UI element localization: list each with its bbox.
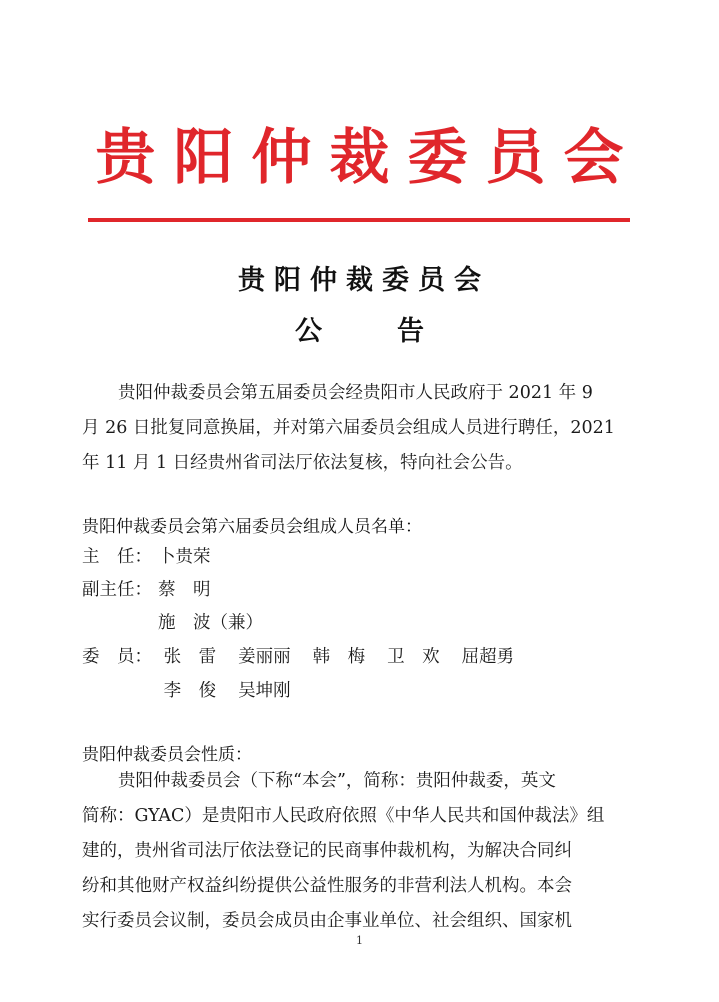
intro-paragraph [82,376,634,481]
nature-heading: 贵阳仲裁委员会性质： [82,745,252,765]
deputy-name: 蔡 明 [158,580,211,600]
nature-line-1: 贵阳仲裁委员会（下称“本会”，简称：贵阳仲裁委，英文 [118,771,556,791]
director-role-label: 主 任： [82,547,152,567]
roster-member-row-2 [82,677,313,702]
nature-line-2: 简称：GYAC）是贵阳市人民政府依照《中华人民共和国仲裁法》组 [82,806,605,826]
roster-deputy-row-2 [82,609,285,634]
masthead-title: 贵阳仲裁委员会 [95,123,642,193]
roster-heading: 贵阳仲裁委员会第六届委员会组成人员名单： [82,517,422,537]
document-subtitle: 公 告 [295,316,448,347]
director-name: 卜贵荣 [158,547,211,567]
deputy-role-label: 副主任： [82,580,152,600]
page-number: 1 [356,934,363,947]
intro-line-1: 贵阳仲裁委员会第五届委员会经贵阳市人民政府于 2021 年 9 [118,383,593,403]
document-title: 贵阳仲裁委员会 [238,265,490,296]
member-name: 吴坤刚 [238,681,291,701]
member-name: 屈超勇 [461,647,515,667]
roster-director-row [82,543,233,568]
roster-member-row [82,643,536,668]
nature-line-3: 建的，贵州省司法厅依法登记的民商事仲裁机构，为解决合同纠 [82,841,572,861]
member-name: 张 雷 [163,647,217,667]
intro-line-3: 年 11 月 1 日经贵州省司法厅依法复核，特向社会公告。 [82,453,523,473]
intro-line-2: 月 26 日批复同意换届，并对第六届委员会组成人员进行聘任，2021 [82,418,615,438]
deputy-name: 施 波（兼） [158,613,263,633]
member-name: 卫 欢 [387,647,440,667]
member-name: 姜丽丽 [238,647,291,667]
nature-line-5: 实行委员会议制，委员会成员由企事业单位、社会组织、国家机 [82,911,572,931]
roster-deputy-row [82,576,233,601]
member-name: 李 俊 [163,681,217,701]
member-name: 韩 梅 [312,647,366,667]
masthead-red-rule [88,218,630,222]
nature-paragraph [82,764,634,939]
member-role-label: 委 员： [82,647,152,667]
nature-line-4: 纷和其他财产权益纠纷提供公益性服务的非营利法人机构。本会 [82,876,572,896]
